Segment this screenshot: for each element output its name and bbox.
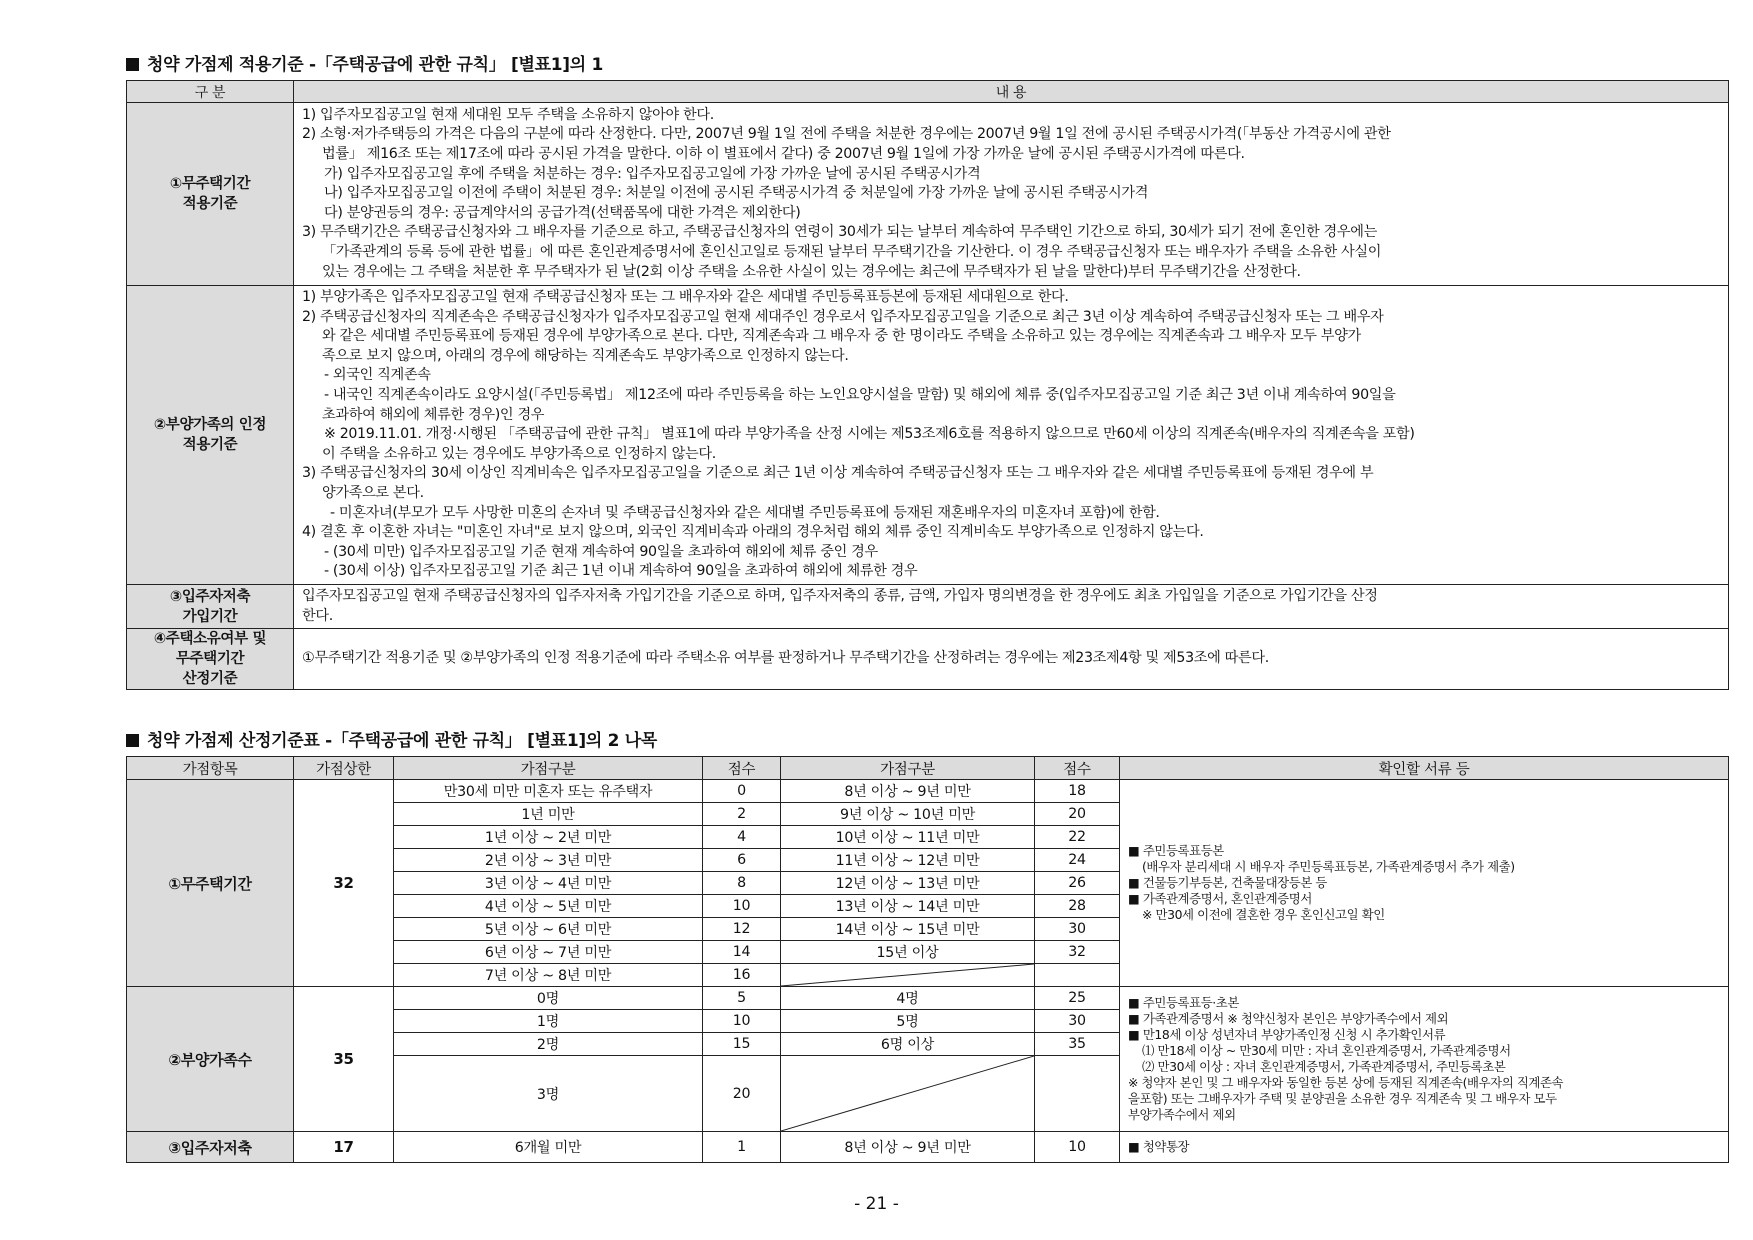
diagonal-slash	[781, 964, 1034, 986]
document-line: 을포함) 또는 그배우자가 주택 및 분양권을 소유한 경우 직계존속 및 그 배우자 모두	[1128, 1091, 1557, 1106]
content-line: 다) 분양권등의 경우: 공급계약서의 공급가격(선택품목에 대한 가격은 제외한다)	[324, 204, 801, 221]
document-line: ⑵ 만30세 이상 : 자녀 혼인관계증명서, 가족관계증명서, 주민등록초본	[1142, 1059, 1506, 1074]
document-line: (배우자 분리세대 시 배우자 주민등록표등본, 가족관계증명서 추가 제출)	[1142, 859, 1515, 874]
empty-score-cell	[1035, 1056, 1120, 1132]
criteria-category	[127, 584, 294, 628]
content-line: 나) 입주자모집공고일 이전에 주택이 처분된 경우: 처분일 이전에 공시된 주택공시가격 중 처분일에 가장 가까운 날에 공시된 주택공시가격	[324, 185, 1149, 202]
score-item: ①무주택기간	[127, 780, 294, 987]
score-row	[127, 780, 1729, 803]
score-b: 26	[1035, 872, 1120, 895]
required-documents	[1120, 1132, 1729, 1163]
score-b: 30	[1035, 918, 1120, 941]
content-line: 양가족으로 본다.	[322, 484, 424, 501]
score-header-row	[127, 757, 1729, 780]
division-a: 5년 이상 ~ 6년 미만	[394, 918, 703, 941]
criteria-category	[127, 286, 294, 585]
score-a: 8	[703, 872, 781, 895]
criteria-row	[127, 584, 1729, 628]
division-b: 8년 이상 ~ 9년 미만	[781, 1132, 1035, 1163]
content-line: ※ 2019.11.01. 개정·시행된 「주택공급에 관한 규칙」 별표1에 따라 부양가족을 산정 시에는 제53조제6호를 적용하지 않으므로 만60세 이상의 직계존속(배우자의 직계존속을 포함)	[324, 426, 1415, 443]
criteria-row	[127, 286, 1729, 585]
score-a: 16	[703, 964, 781, 987]
score-a: 4	[703, 826, 781, 849]
content-line: ①무주택기간 적용기준 및 ②부양가족의 인정 적용기준에 따라 주택소유 여부를 판정하거나 무주택기간을 산정하려는 경우에는 제23조제4항 및 제53조에 따른다.	[302, 650, 1269, 667]
division-b: 5명	[781, 1010, 1035, 1033]
division-b: 13년 이상 ~ 14년 미만	[781, 895, 1035, 918]
division-a: 2명	[394, 1033, 703, 1056]
division-b: 9년 이상 ~ 10년 미만	[781, 803, 1035, 826]
content-line: 법률」 제16조 또는 제17조에 따라 공시된 가격을 말한다. 이하 이 별표에서 같다) 중 2007년 9월 1일에 가장 가까운 날에 공시된 주택공시가격에 따른다.	[322, 146, 1245, 163]
criteria-row	[127, 103, 1729, 286]
score-b: 35	[1035, 1033, 1120, 1056]
score-b: 25	[1035, 987, 1120, 1010]
content-line: 족으로 보지 않으며, 아래의 경우에 해당하는 직계존속도 부양가족으로 인정하지 않는다.	[322, 347, 849, 364]
score-a: 10	[703, 895, 781, 918]
division-a: 1명	[394, 1010, 703, 1033]
category-line: ④주택소유여부 및	[153, 631, 267, 648]
header-score-b: 점수	[1035, 757, 1120, 780]
diagonal-line	[781, 1056, 1034, 1131]
division-a: 2년 이상 ~ 3년 미만	[394, 849, 703, 872]
content-line: 가) 입주자모집공고일 후에 주택을 처분하는 경우: 입주자모집공고일에 가장 가까운 날에 공시된 주택공시가격	[324, 165, 981, 182]
content-line: 초과하여 해외에 체류한 경우)인 경우	[322, 406, 545, 423]
category-line: 산정기준	[182, 671, 238, 688]
score-item: ②부양가족수	[127, 987, 294, 1132]
criteria-content	[294, 629, 1729, 690]
content-line: - (30세 미만) 입주자모집공고일 기준 현재 계속하여 90일을 초과하여 해외에 체류 중인 경우	[324, 543, 878, 560]
score-cap: 32	[294, 780, 394, 987]
score-cap: 17	[294, 1132, 394, 1163]
category-line: 적용기준	[182, 436, 238, 453]
header-item: 가점항목	[127, 757, 294, 780]
document-line: ■ 주민등록표등본	[1128, 843, 1224, 858]
criteria-content	[294, 286, 1729, 585]
score-a: 0	[703, 780, 781, 803]
content-line: - 외국인 직계존속	[324, 367, 431, 384]
section2-title: 청약 가점제 산정기준표 -「주택공급에 관한 규칙」 [별표1]의 2 나목	[126, 726, 657, 751]
content-line: 이 주택을 소유하고 있는 경우에도 부양가족으로 인정하지 않는다.	[322, 445, 716, 462]
content-line: 「가족관계의 등록 등에 관한 법률」에 따른 혼인관계증명서에 혼인신고일로 등재된 날부터 무주택기간을 기산한다. 이 경우 주택공급신청자 또는 배우자가 주택을 소유한 사실이	[322, 243, 1382, 260]
criteria-header-row	[127, 81, 1729, 103]
content-line: 3) 주택공급신청자의 30세 이상인 직계비속은 입주자모집공고일을 기준으로 최근 1년 이상 계속하여 주택공급신청자 또는 그 배우자와 같은 세대별 주민등록표에 등재된 경우에 부	[302, 465, 1374, 482]
criteria-category	[127, 629, 294, 690]
content-line: - (30세 이상) 입주자모집공고일 기준 최근 1년 이내 계속하여 90일을 초과하여 해외에 체류한 경우	[324, 563, 918, 580]
score-a: 1	[703, 1132, 781, 1163]
division-b: 8년 이상 ~ 9년 미만	[781, 780, 1035, 803]
header-content: 내 용	[294, 81, 1729, 103]
category-line: 무주택기간	[175, 651, 245, 668]
score-b: 32	[1035, 941, 1120, 964]
empty-diagonal-cell	[781, 1056, 1035, 1132]
diagonal-line	[781, 964, 1034, 986]
document-line: 부양가족수에서 제외	[1128, 1107, 1236, 1122]
required-documents	[1120, 780, 1729, 987]
document-line: ■ 청약통장	[1128, 1139, 1190, 1154]
score-row	[127, 987, 1729, 1010]
document-line: ※ 만30세 이전에 결혼한 경우 혼인신고일 확인	[1142, 907, 1385, 922]
page-number: - 21 -	[854, 1194, 899, 1214]
required-documents	[1120, 987, 1729, 1132]
score-b: 10	[1035, 1132, 1120, 1163]
document-line: ⑴ 만18세 이상 ~ 만30세 미만 : 자녀 혼인관계증명서, 가족관계증명서	[1142, 1043, 1511, 1058]
score-b: 30	[1035, 1010, 1120, 1033]
content-line: 2) 주택공급신청자의 직계존속은 주택공급신청자가 입주자모집공고일 현재 세대주인 경우로서 입주자모집공고일을 기준으로 최근 3년 이상 계속하여 주택공급신청자 또는 그 배우자	[302, 308, 1384, 325]
score-a: 12	[703, 918, 781, 941]
header-documents: 확인할 서류 등	[1120, 757, 1729, 780]
division-a: 4년 이상 ~ 5년 미만	[394, 895, 703, 918]
diagonal-slash	[781, 1056, 1034, 1131]
division-a: 1년 미만	[394, 803, 703, 826]
empty-diagonal-cell	[781, 964, 1035, 987]
content-line: 1) 부양가족은 입주자모집공고일 현재 주택공급신청자 또는 그 배우자와 같은 세대별 주민등록표등본에 등재된 세대원으로 한다.	[302, 289, 1069, 305]
division-b: 14년 이상 ~ 15년 미만	[781, 918, 1035, 941]
division-a: 만30세 미만 미혼자 또는 유주택자	[394, 780, 703, 803]
category-line: 가입기간	[182, 608, 238, 625]
score-a: 10	[703, 1010, 781, 1033]
content-line: 입주자모집공고일 현재 주택공급신청자의 입주자저축 가입기간을 기준으로 하며, 입주자저축의 종류, 금액, 가입자 명의변경을 한 경우에도 최초 가입일을 기준으로 가입기간을 산정	[302, 587, 1378, 604]
document-line: ※ 청약자 본인 및 그 배우자와 동일한 등본 상에 등재된 직계존속(배우자의 직계존속	[1128, 1075, 1564, 1090]
criteria-table	[126, 80, 1729, 690]
content-line: 3) 무주택기간은 주택공급신청자와 그 배우자를 기준으로 하고, 주택공급신청자의 연령이 30세가 되는 날부터 계속하여 무주택인 기간으로 하되, 30세가 되기 전에 혼인한 경우에는	[302, 224, 1377, 241]
division-a: 3명	[394, 1056, 703, 1132]
score-a: 6	[703, 849, 781, 872]
score-a: 20	[703, 1056, 781, 1132]
category-line: ①무주택기간	[169, 176, 251, 192]
division-b: 15년 이상	[781, 941, 1035, 964]
division-a: 6년 이상 ~ 7년 미만	[394, 941, 703, 964]
score-a: 5	[703, 987, 781, 1010]
content-line: - 미혼자녀(부모가 모두 사망한 미혼의 손자녀 및 주택공급신청자와 같은 세대별 주민등록표에 등재된 재혼배우자의 미혼자녀 포함)에 한함.	[330, 504, 1160, 521]
criteria-category	[127, 103, 294, 286]
document-line: ■ 가족관계증명서 ※ 청약신청자 본인은 부양가족수에서 제외	[1128, 1011, 1449, 1026]
division-a: 6개월 미만	[394, 1132, 703, 1163]
square-bullet-icon	[126, 58, 139, 71]
category-line: 적용기준	[182, 196, 238, 212]
header-score-a: 점수	[703, 757, 781, 780]
header-cap: 가점상한	[294, 757, 394, 780]
score-b: 24	[1035, 849, 1120, 872]
division-b: 11년 이상 ~ 12년 미만	[781, 849, 1035, 872]
criteria-row	[127, 629, 1729, 690]
division-b: 12년 이상 ~ 13년 미만	[781, 872, 1035, 895]
header-category: 구 분	[127, 81, 294, 103]
division-b: 4명	[781, 987, 1035, 1010]
division-b: 6명 이상	[781, 1033, 1035, 1056]
content-line: 2) 소형·저가주택등의 가격은 다음의 구분에 따라 산정한다. 다만, 2007년 9월 1일 전에 주택을 처분한 경우에는 2007년 9월 1일 전에 공시된 주택공시가격(「부동산 가격공시에 관한	[302, 126, 1391, 143]
score-row	[127, 1132, 1729, 1163]
document-line: ■ 주민등록표등·초본	[1128, 995, 1239, 1010]
score-b: 18	[1035, 780, 1120, 803]
score-b: 22	[1035, 826, 1120, 849]
score-cap: 35	[294, 987, 394, 1132]
content-line: 4) 결혼 후 이혼한 자녀는 "미혼인 자녀"로 보지 않으며, 외국인 직계비속과 아래의 경우처럼 해외 체류 중인 직계비속도 부양가족으로 인정하지 않는다.	[302, 524, 1204, 541]
header-division-b: 가점구분	[781, 757, 1035, 780]
document-line: ■ 만18세 이상 성년자녀 부양가족인정 신청 시 추가확인서류	[1128, 1027, 1446, 1042]
document-line: ■ 건물등기부등본, 건축물대장등본 등	[1128, 875, 1328, 890]
content-line: 와 같은 세대별 주민등록표에 등재된 경우에 부양가족으로 본다. 다만, 직계존속과 그 배우자 중 한 명이라도 주택을 소유하고 있는 경우에는 직계존속과 그 배우자 모두 부양가	[322, 328, 1361, 345]
division-a: 3년 이상 ~ 4년 미만	[394, 872, 703, 895]
score-b: 20	[1035, 803, 1120, 826]
content-line: 1) 입주자모집공고일 현재 세대원 모두 주택을 소유하지 않아야 한다.	[302, 106, 714, 123]
category-line: ③입주자저축	[169, 588, 251, 605]
header-division-a: 가점구분	[394, 757, 703, 780]
score-table	[126, 756, 1729, 1163]
category-line: ②부양가족의 인정	[153, 416, 267, 433]
section1-title: 청약 가점제 적용기준 -「주택공급에 관한 규칙」 [별표1]의 1	[126, 50, 603, 75]
square-bullet-icon	[126, 734, 139, 747]
score-item: ③입주자저축	[127, 1132, 294, 1163]
content-line: 한다.	[302, 607, 333, 624]
division-a: 0명	[394, 987, 703, 1010]
score-b: 28	[1035, 895, 1120, 918]
score-a: 14	[703, 941, 781, 964]
division-b: 10년 이상 ~ 11년 미만	[781, 826, 1035, 849]
empty-score-cell	[1035, 964, 1120, 987]
criteria-content	[294, 584, 1729, 628]
content-line: - 내국인 직계존속이라도 요양시설(「주민등록법」 제12조에 따라 주민등록을 하는 노인요양시설을 말함) 및 해외에 체류 중(입주자모집공고일 기준 최근 3년 이내 계속하여 90일을	[324, 386, 1396, 403]
division-a: 7년 이상 ~ 8년 미만	[394, 964, 703, 987]
division-a: 1년 이상 ~ 2년 미만	[394, 826, 703, 849]
score-a: 2	[703, 803, 781, 826]
score-a: 15	[703, 1033, 781, 1056]
content-line: 있는 경우에는 그 주택을 처분한 후 무주택자가 된 날(2회 이상 주택을 소유한 사실이 있는 경우에는 최근에 무주택자가 된 날을 말한다)부터 무주택기간을 산정한다.	[322, 263, 1301, 280]
document-line: ■ 가족관계증명서, 혼인관계증명서	[1128, 891, 1312, 906]
criteria-content	[294, 103, 1729, 286]
